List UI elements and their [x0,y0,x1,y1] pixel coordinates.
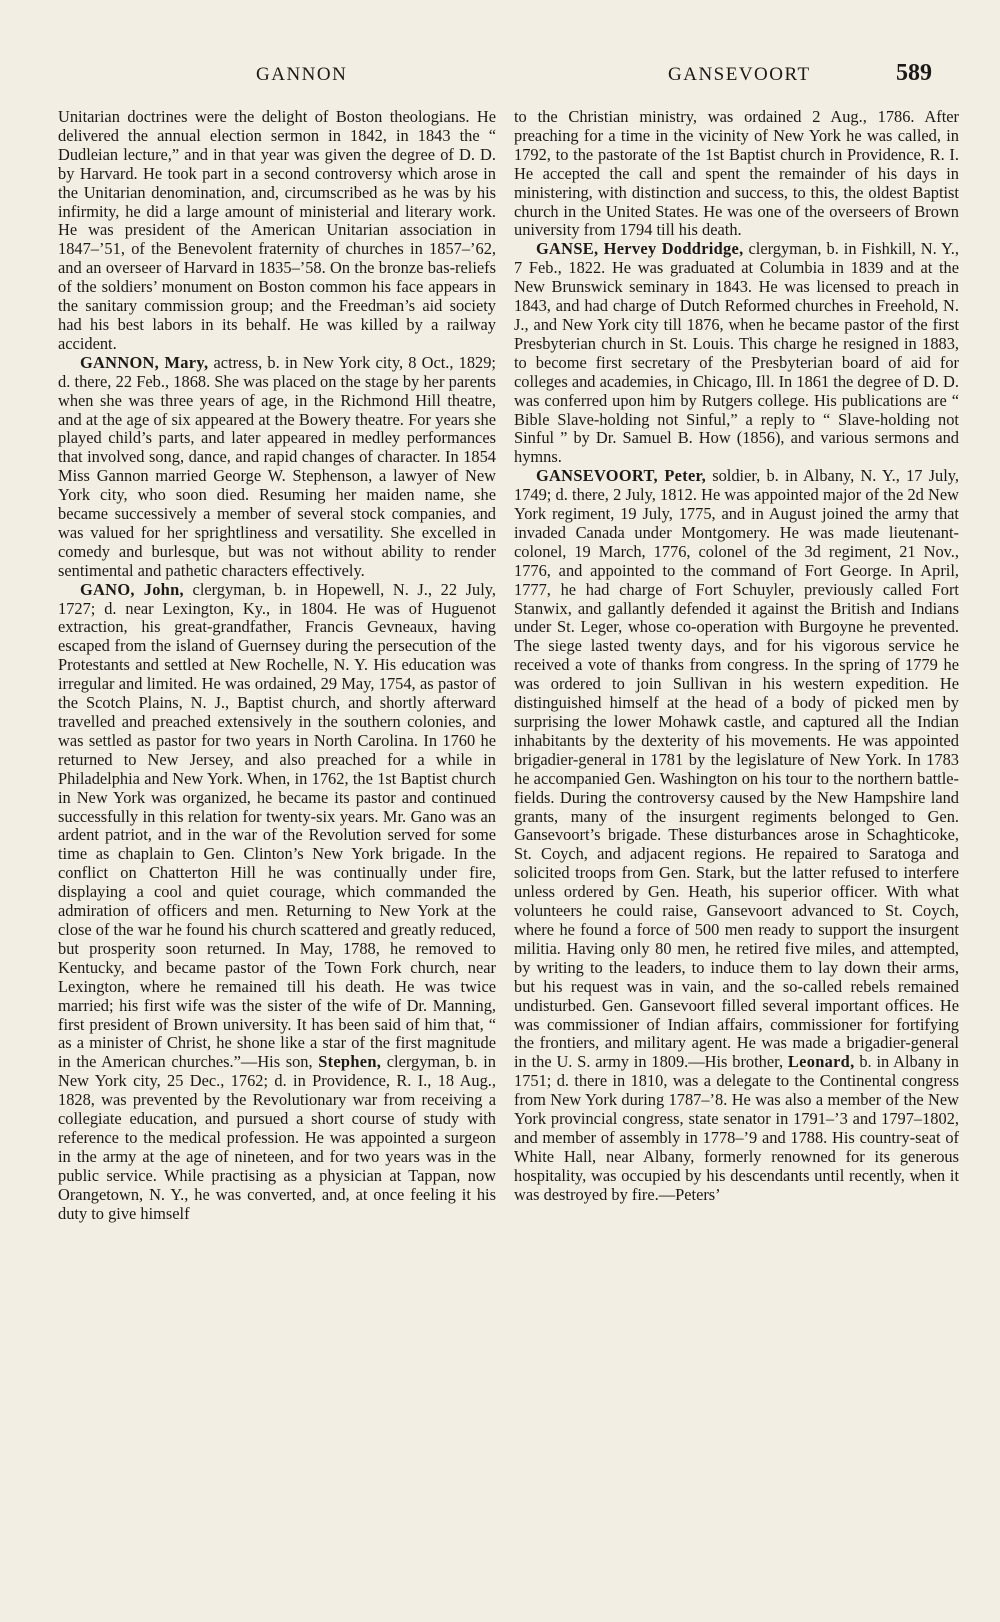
entry-gannon-mary [58,354,496,581]
entry-body-ganse: clergyman, b. in Fishkill, N. Y., 7 Feb., 1822. He was graduated at Columbia in 1839 and at the New Brunswick seminary in 1843. He was licensed to preach in 1843, and had charge of Dutch Reformed churches in Freehold, N. J., and New York city till 1876, when he became pastor of the first Presbyterian church in St. Louis. This charge he resigned in 1883, to become first secretary of the Presbyterian board of aid for colleges and academies, in Chicago, Ill. In 1861 the degree of D. D. was conferred upon him by Rutgers college. His publications are “ Bible Slave-holding not Sinful,” a reply to “ Slave-holding not Sinful ” by Dr. Samuel B. How (1856), and various sermons and hymns. [514,239,959,467]
headword-leonard: Leonard, [787,1052,855,1072]
headword-ganse: GANSE, Hervey Doddridge, [536,239,744,259]
continued-paragraph: Unitarian doctrines were the delight of Boston theologians. He delivered the annual election sermon in 1842, in 1843 the “ Dudleian lecture,” and in that year was given the degree of D. D. by Harvard. He took part in a second controversy which arose in the Unitarian denomination, and, circumscribed as he was by his infirmity, he did a large amount of ministerial and literary work. He was president of the American Unitarian association in 1847–’51, of the Benevolent fraternity of churches in 1857–’62, and an overseer of Harvard in 1835–’58. On the bronze bas-reliefs of the soldiers’ monument on Boston common his face appears in the sanitary commission group; and the Freedman’s aid society had his best labors in its behalf. He was killed by a railway accident. [58,108,496,353]
page-number: 589 [896,60,932,86]
header-left-guide-word: GANNON [256,64,348,85]
headword-stephen: Stephen, [318,1052,382,1072]
entry-body-gano: clergyman, b. in Hopewell, N. J., 22 July, 1727; d. near Lexington, Ky., in 1804. He was of Huguenot extraction, his great-grandfather, Francis Gevneaux, having escaped from the island of Guernsey during the persecution of the Protestants and settled at New Rochelle, N. Y. His education was irregular and limited. He was ordained, 29 May, 1754, as pastor of the Scotch Plains, N. J., Baptist church, and shortly afterward travelled and preached extensively in the southern colonies, and was settled as pastor for two years in North Carolina. In 1760 he returned to New Jersey, and also preached for a while in Philadelphia and New York. When, in 1762, the 1st Baptist church in New York was organized, he became its pastor and continued successfully in this relation for twenty-six years. Mr. Gano was an ardent patriot, and in the war of the Revolution served for some time as chaplain to Gen. Clinton’s New York brigade. In the conflict on Chatterton Hill he was continually under fire, displaying a cool and quiet courage, which commanded the admiration of officers and men. Returning to New York at the close of the war he found his church scattered and greatly reduced, but prosperity soon returned. In May, 1788, he removed to Kentucky, and became pastor of the Town Fork church, near Lexington, where he remained till his death. He was twice married; his first wife was the sister of the wife of Dr. Manning, first president of Brown university. It has been said of him that, “ as a minister of Christ, he shone like a star of the first magnitude in the American churches.”—His son, [58,579,496,1072]
entry-body-stephen: clergyman, b. in New York city, 25 Dec., 1762; d. in Providence, R. I., 18 Aug., 1828, was prevented by the Revolutionary war from receiving a collegiate education, and pursued a short course of study with reference to the medical profession. He was appointed a surgeon in the army at the age of nineteen, and for two years was in the public service. While practising as a physician at Tappan, now Orangetown, N. Y., he was converted, and, at once feeling it his duty to give himself [58,1052,496,1223]
header-right-guide-word: GANSEVOORT [668,64,811,85]
headword-gansevoort: GANSEVOORT, Peter, [536,466,707,486]
headword-gannon: GANNON, Mary, [80,352,209,372]
entry-body-gannon: actress, b. in New York city, 8 Oct., 1829; d. there, 22 Feb., 1868. She was placed on the stage by her parents when she was three years of age, in the Richmond Hill theatre, and at the age of six appeared at the Bowery theatre. For years she played child’s parts, and later appeared in medley performances that involved song, dance, and rapid changes of character. In 1854 Miss Gannon married George W. Stephenson, a lawyer of New York city, who soon died. Resuming her maiden name, she became successively a member of several stock companies, and was valued for her sprightliness and versatility. She excelled in comedy and burlesque, but was not without ability to render sentimental and pathetic characters effectively. [58,352,496,580]
right-column [514,108,959,1608]
entry-ganse-hervey [514,240,959,467]
headword-gano: GANO, John, [80,579,184,599]
entry-body-leonard: b. in Albany in 1751; d. there in 1810, was a delegate to the Continental congress from New York during 1787–’8. He was also a member of the New York provincial congress, state senator in 1791–’3 and 1797–1802, and member of assembly in 1778–’9 and 1788. His country-seat of White Hall, near Albany, formerly renowned for its generous hospitality, was occupied by his descendants until recently, when it was destroyed by fire.—Peters’ [514,1052,959,1204]
continued-paragraph-right: to the Christian ministry, was ordained 2 Aug., 1786. After preaching for a time in the vicinity of New York he was called, in 1792, to the pastorate of the 1st Baptist church in Providence, R. I. He accepted the call and spent the remainder of his days in ministering, with distinction and success, to this, the oldest Baptist church in the United States. He was one of the overseers of Brown university from 1794 till his death. [514,108,959,240]
entry-body-gansevoort: soldier, b. in Albany, N. Y., 17 July, 1749; d. there, 2 July, 1812. He was appointed major of the 2d New York regiment, 19 July, 1775, and in August joined the army that invaded Canada under Montgomery. He was made lieutenant-colonel, 19 March, 1776, colonel of the 3d regiment, 21 Nov., 1776, and appointed to the command of Fort George. In April, 1777, he had charge of Fort Schuyler, previously called Fort Stanwix, and gallantly defended it against the British and Indians under St. Leger, whose co-operation with Burgoyne he prevented. The siege lasted twenty days, and for his vigorous service he received a vote of thanks from congress. In the spring of 1779 he was ordered to join Sullivan in his western expedition. He distinguished himself at the head of a body of picked men by surprising the lower Mohawk castle, and captured all the Indian inhabitants by the dexterity of his movements. He was appointed brigadier-general in 1781 by the legislature of New York. In 1783 he accompanied Gen. Washington on his tour to the northern battle-fields. During the controversy caused by the New Hampshire land grants, many of the insurgent regiments belonged to Gen. Gansevoort’s brigade. These disturbances arose in Schaghticoke, St. Coych, and adjacent regions. He repaired to Saratoga and solicited troops from Gen. Stark, but the latter refused to interfere unless ordered by Gen. Heath, his superior officer. With what volunteers he could raise, Gansevoort advanced to St. Coych, where he found a force of 500 men ready to support the insurgent militia. Having only 80 men, he retired five miles, and attempted, by writing to the leaders, to induce them to lay down their arms, but his request was in vain, and the so-called rebels remained undisturbed. Gen. Gansevoort filled several important offices. He was commissioner of Indian affairs, commissioner for fortifying the frontiers, and military agent. He was made a brigadier-general in the U. S. army in 1809.—His brother, [514,466,959,1072]
entry-gansevoort-peter [514,467,959,1204]
entry-gano-john [58,581,496,1224]
running-header [0,58,1000,98]
left-column [58,108,496,1608]
